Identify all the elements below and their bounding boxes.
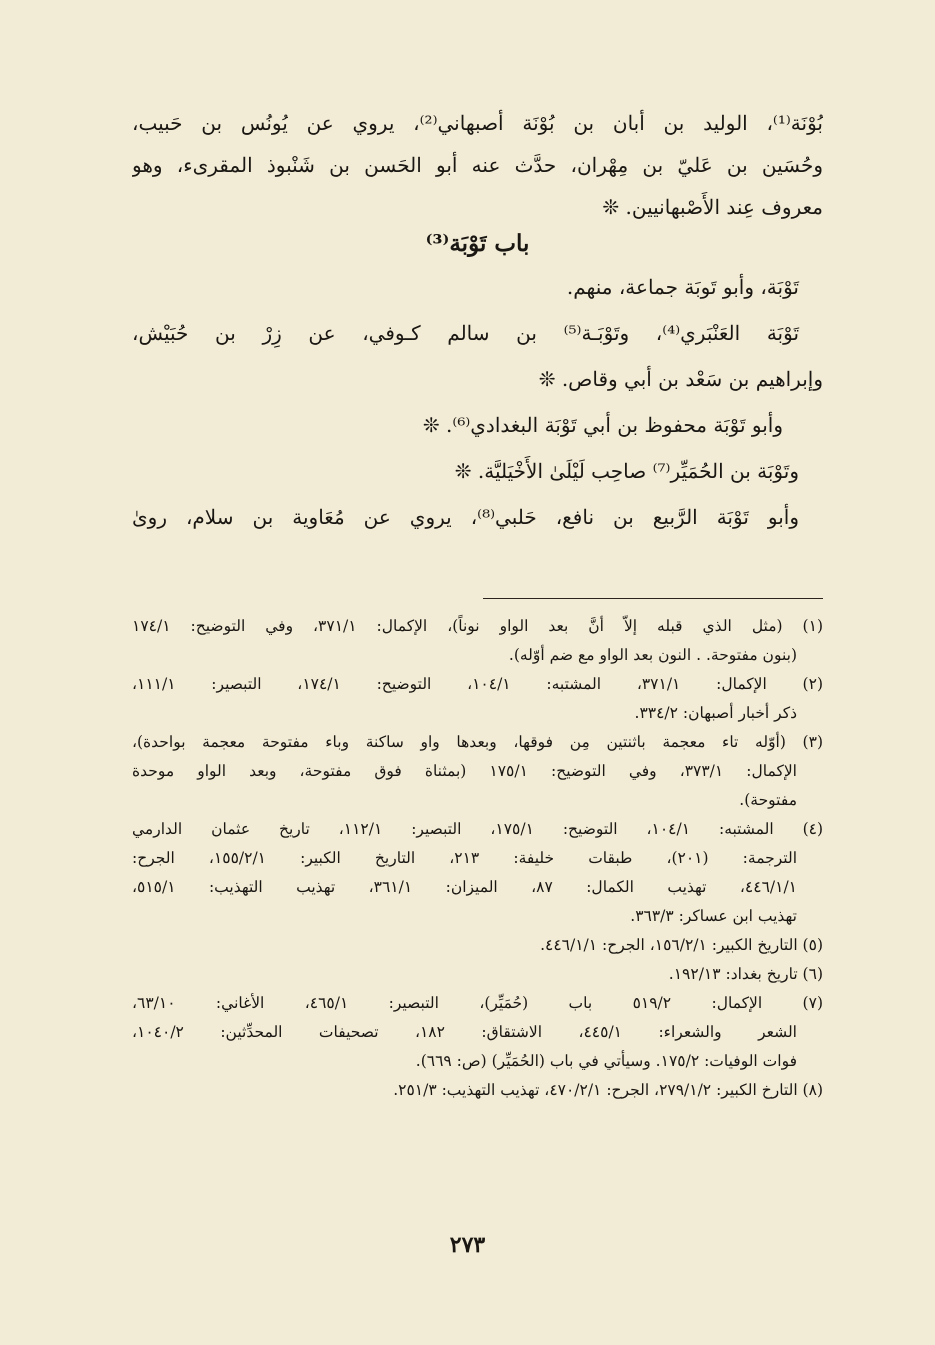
- footnote-line: (١) (مثل الذي قبله إلاّ أنَّ بعد الواو نوناً)، الإكمال: ٣٧١/١، وفي التوضيح: ١٧٤/١: [132, 617, 823, 635]
- text-line: وحُسَين بن عَليّ بن مِهْران، حدَّث عنه أبو الحَسن بن شَنْبوذ المقرىء، وهو: [132, 153, 823, 177]
- footnote-line: (بنون مفتوحة. . النون بعد الواو مع ضم أوّله).: [508, 646, 797, 664]
- footnote-line: (٣) (أوّله تاء معجمة باثنتين مِن فوقها، وبعدها واو ساكنة وباء مفتوحة معجمة بواحدة)،: [132, 733, 823, 751]
- footnote-line: الترجمة: (٢٠١)، طبقات خليفة: ٢١٣، التاريخ الكبير: ١٥٥/٢/١، الجرح:: [132, 849, 797, 867]
- text-line: وإبراهيم بن سَعْد بن أبي وقاص. ❊: [538, 367, 823, 391]
- footnote-line: (٨) التارخ الكبير: ٢٧٩/١/٢، الجرح: ٤٧٠/٢/١، تهذيب التهذيب: ٢٥١/٣.: [393, 1081, 823, 1099]
- footnote-line: فوات الوفيات: ١٧٥/٢. وسيأتي في باب (الحُمَيِّر) (ص: ٦٦٩).: [415, 1052, 797, 1070]
- main-text: [132, 108, 823, 532]
- footnote-line: الإكمال: ٣٧٣/١، وفي التوضيح: ١٧٥/١ (بمثناة فوق مفتوحة، وبعد الواو موحدة: [132, 762, 797, 780]
- footnotes: [132, 612, 823, 1105]
- footnote-line: مفتوحة).: [739, 791, 797, 809]
- footnote-line: (٧) الإكمال: ٥١٩/٢ باب (حُمَيِّر)، التبصير: ٤٦٥/١، الأغاني: ٦٣/١٠،: [132, 994, 823, 1012]
- text-line: معروف عِند الأَصْبهانيين. ❊: [602, 195, 823, 219]
- footnote-divider: [483, 598, 823, 599]
- footnote-line: (٢) الإكمال: ٣٧١/١، المشتبه: ١٠٤/١، التوضيح: ١٧٤/١، التبصير: ١١١/١،: [132, 675, 823, 693]
- page-number: ٢٧٣: [449, 1232, 486, 1258]
- text-line: وأبو تَوْبَة الرَّبيع بن نافع، حَلبي⁽⁸⁾، يروي عن مُعَاوية بن سلام، روىٰ: [132, 505, 800, 529]
- section-heading: باب تَوْبَة⁽³⁾: [425, 230, 530, 257]
- footnote-line: (٤) المشتبه: ١٠٤/١، التوضيح: ١٧٥/١، التبصير: ١١٢/١، تاريخ عثمان الدارمي: [132, 820, 823, 838]
- footnote-line: ذكر أخبار أصبهان: ٣٣٤/٢.: [634, 704, 797, 722]
- footnote-line: (٦) تاريخ بغداد: ١٩٢/١٣.: [668, 965, 823, 983]
- footnote-line: تهذيب ابن عساكر: ٣٦٣/٣.: [630, 907, 797, 925]
- footnote-line: الشعر والشعراء: ٤٤٥/١، الاشتقاق: ١٨٢، تصحيفات المحدِّثين: ١٠٤٠/٢،: [132, 1023, 797, 1041]
- text-line: وتَوْبَة بن الحُمَيِّر⁽⁷⁾ صاحِب لَيْلَىٰ الأَخْيَليَّة. ❊: [454, 459, 799, 483]
- footnote-line: ٤٤٦/١/١، تهذيب الكمال: ٨٧، الميزان: ٣٦١/١، تهذيب التهذيب: ٥١٥/١،: [132, 878, 797, 896]
- text-line: تَوْبَة العَنْبَري⁽⁴⁾، وتَوْبَـة⁽⁵⁾ بن سالم كـوفي، عن زِرْ بن حُبَيْش،: [132, 321, 800, 345]
- footnote-line: (٥) التاريخ الكبير: ١٥٦/٢/١، الجرح: ٤٤٦/١/١.: [540, 936, 823, 954]
- text-line: تَوْبَة، وأبو تَوبَة جماعة، منهم.: [566, 275, 799, 299]
- text-line: وأبو تَوْبَة محفوظ بن أبي تَوْبَة البغدادي⁽⁶⁾. ❊: [422, 413, 783, 437]
- text-line: بُوْنَة⁽¹⁾، الوليد بن أبان بن بُوْنَة أصبهاني⁽²⁾، يروي عن يُونُس بن حَبيب،: [132, 111, 823, 135]
